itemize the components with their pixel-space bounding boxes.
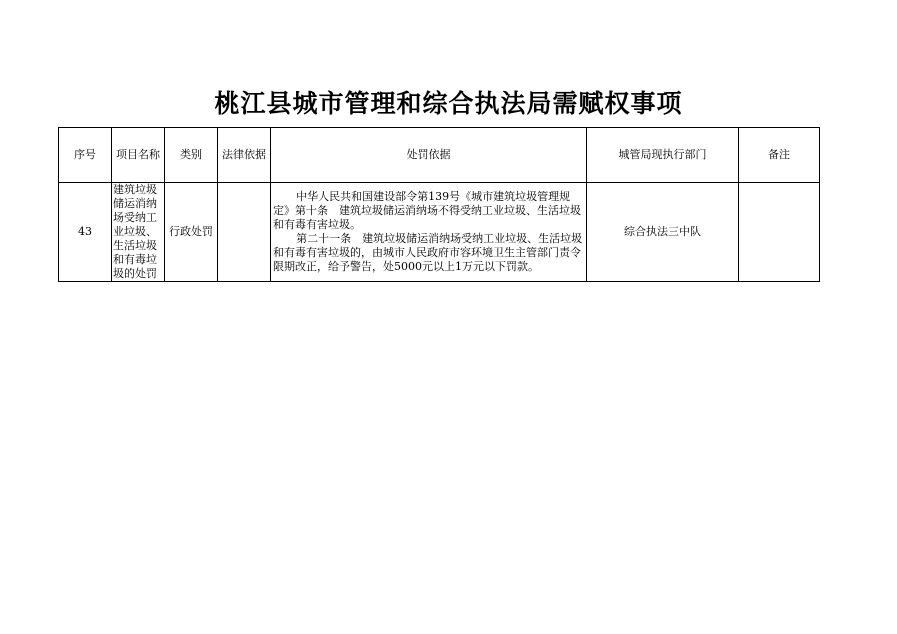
header-legal-basis: 法律依据 bbox=[218, 128, 271, 183]
penalty-basis-paragraph-2: 第二十一条 建筑垃圾储运消纳场受纳工业垃圾、生活垃圾和有毒有害垃圾的，由城市人民政府市容环境卫生主管部门责令限期改正，给予警告，处5000元以上1万元以下罚款。 bbox=[273, 232, 583, 273]
header-category: 类别 bbox=[165, 128, 218, 183]
cell-item-name: 建筑垃圾储运消纳场受纳工业垃圾、生活垃圾和有毒垃圾的处罚 bbox=[112, 183, 165, 282]
header-no: 序号 bbox=[59, 128, 112, 183]
penalty-basis-paragraph-1: 中华人民共和国建设部令第139号《城市建筑垃圾管理规定》第十条 建筑垃圾储运消纳场不得受纳工业垃圾、生活垃圾和有毒有害垃圾。 bbox=[273, 190, 581, 231]
cell-penalty-basis bbox=[271, 183, 587, 282]
header-item-name: 项目名称 bbox=[112, 128, 165, 183]
table-row bbox=[59, 183, 820, 282]
authorization-table bbox=[58, 127, 820, 282]
cell-department: 综合执法三中队 bbox=[587, 183, 739, 282]
header-department: 城管局现执行部门 bbox=[587, 128, 739, 183]
header-remark: 备注 bbox=[739, 128, 820, 183]
cell-legal-basis bbox=[218, 183, 271, 282]
cell-remark bbox=[739, 183, 820, 282]
table-header-row bbox=[59, 128, 820, 183]
header-penalty-basis: 处罚依据 bbox=[271, 128, 587, 183]
cell-category: 行政处罚 bbox=[165, 183, 218, 282]
cell-no: 43 bbox=[59, 183, 112, 282]
page-title: 桃江县城市管理和综合执法局需赋权事项 bbox=[214, 89, 683, 118]
